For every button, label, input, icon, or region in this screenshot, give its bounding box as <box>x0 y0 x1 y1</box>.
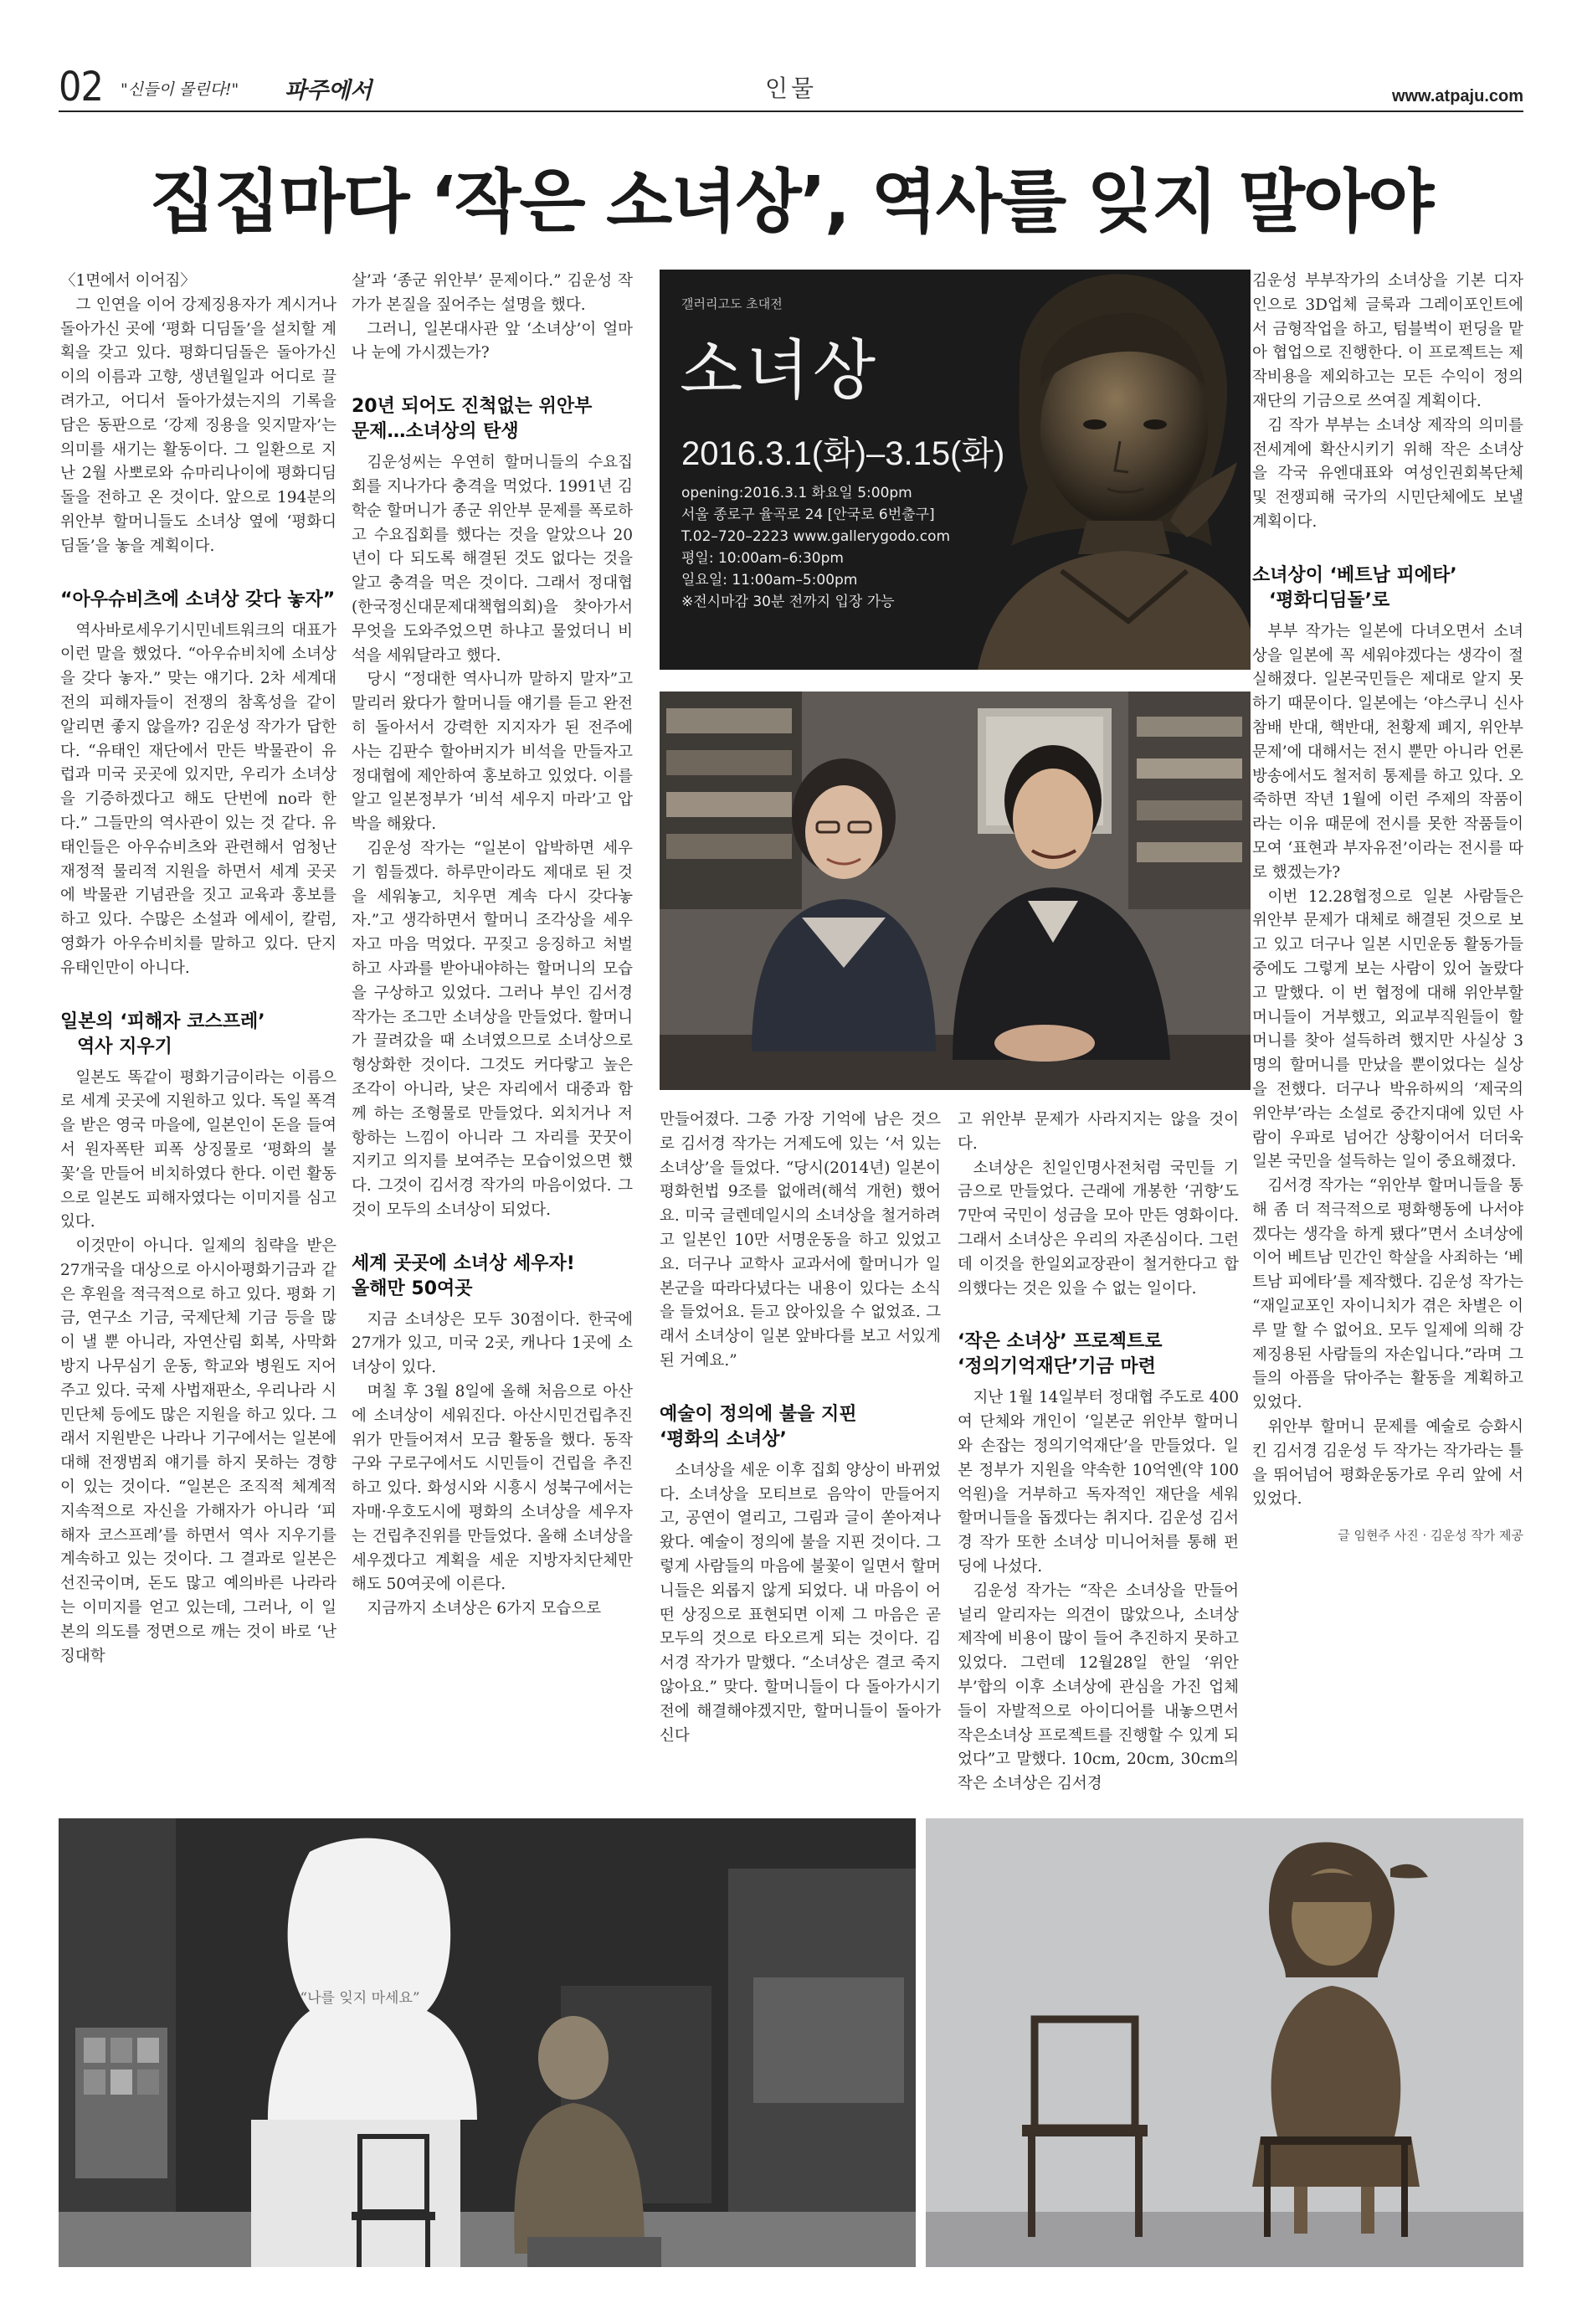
paragraph: 소녀상은 친일인명사전처럼 국민들 기금으로 만들었다. 근래에 개봉한 ‘귀향’도 7만여 국민이 성금을 모아 만든 영화이다. 그래서 소녀상은 우리의 자존심이다. 그런데 이것을 한일외교장관이 철거한다고 합의했다는 것은 있을 수 없는 일이다. <box>958 1159 1239 1298</box>
paragraph: 김운성씨는 우연히 할머니들의 수요집회를 지나가다 충격을 먹었다. 1991년 김학순 할머니가 종군 위안부 문제를 폭로하고 수요집회를 했다는 것을 알았으나 20년이 다 되도록 해결된 것도 없다는 것을 알고 충격을 먹은 것이다. 그래서 정대협(한국정신대문제대책협의회)을 찾아가서 무엇을 도와주었으면 하냐고 물었더니 비석을 세워달라고 했다. <box>352 454 633 665</box>
paragraph: 김운성 작가는 “작은 소녀상을 만들어 널리 알리자는 의견이 많았으나, 소녀상 제작에 비용이 많이 들어 추진하지 못하고 있었다. 그런데 12월28일 한일 ‘위안부’합의 이후 소녀상에 관심을 가진 업체들이 자발적으로 아이디어를 내놓으면서 작은소녀상 프로젝트를 진행할 수 있게 되었다”고 말했다. 10cm, 20cm, 30cm의 작은 소녀상은 김서경 <box>958 1581 1239 1793</box>
photo-credit: 글 임현주 사진 · 김운성 작가 제공 <box>1338 1528 1523 1544</box>
paragraph: 김서경 작가는 “위안부 할머니들을 통해 좀 더 적극적으로 평화행동에 나서야겠다는 생각을 하게 됐다”면서 소녀상에 이어 베트남 민간인 학살을 사죄하는 ‘베트남 피에타’를 제작했다. 김운성 작가는 “재일교포인 자이니치가 겪은 차별은 이루 말 할 수 없어요. 모두 일제에 의해 강제징용된 사람들의 자손입니다.”라며 그들의 아픔을 닦아주는 활동을 계획하고 있었다. <box>1252 1177 1523 1412</box>
paragraph: 그 인연을 이어 강제징용자가 계시거나 돌아가신 곳에 ‘평화 디딤돌’을 설치할 계획을 갖고 있다. 평화디딤돌은 돌아가신 이의 이름과 고향, 생년월일과 어디로 끌려가고, 어디서 돌아가셨는지의 기록을 담은 동판으로 ‘강제 징용을 잊지말자’는 의미를 새기는 활동이다. 그 일환으로 지난 2월 사뽀로와 슈마리나이에 평화디딤돌을 전하고 온 것이다. 앞으로 194분의 위안부 할머니들도 소녀상 옆에 ‘평화디딤돌’을 놓을 계획이다. <box>60 296 336 555</box>
paragraph: 이것만이 아니다. 일제의 침략을 받은 27개국을 대상으로 아시아평화기금과 같은 후원을 적극적으로 하고 있다. 평화 기금, 연구소 기금, 국제단체 기금 등을 많이 낼 뿐 아니라, 자연산림 회복, 사막화 방지 나무심기 운동, 학교와 병원도 지어주고 있다. 국제 사법재판소, 우리나라 시민단체 등에도 많은 지원을 하고 있다. 그래서 지원받은 나라나 기구에서는 일본에 대해 전쟁범죄 얘기를 하지 못하는 경향이 있는 것이다. “일본은 조직적 체계적 지속적으로 자신을 가해자가 아니라 ‘피해자 코스프레’를 하면서 역사 지우기를 계속하고 있는 것이다. 그 결과로 일본은 선진국이며, 돈도 많고 예의바른 나라라는 이미지를 얻고 있는데, 그러나, 이 일본의 의도를 정면으로 깨는 것이 바로 ‘난징대학 <box>60 1237 336 1665</box>
subheading: 일본의 ‘피해자 코스프레’ 역사 지우기 <box>60 1010 265 1057</box>
subheading: 20년 되어도 진척없는 위안부 문제…소녀상의 탄생 <box>352 396 593 443</box>
paragraph: 며칠 후 3월 8일에 올해 처음으로 아산에 소녀상이 세워진다. 아산시민건립추진위가 만들어져서 모금 활동을 했다. 동작구와 구로구에서도 시민들이 건립을 추진하고 있다. 화성시와 시흥시 성북구에서는 자매·우호도시에 평화의 소녀상을 세우자는 건립추진위를 만들었다. 올해 소녀상을 세우겠다고 계획을 세운 지방자치단체만해도 50여곳에 이른다. <box>352 1383 633 1594</box>
article-column-3 <box>660 1108 941 1748</box>
continued-note: 〈1면에서 이어짐〉 <box>60 272 196 290</box>
museum-statue-photo <box>59 1818 916 2267</box>
paragraph: 만들어졌다. 그중 가장 기억에 남은 것으로 김서경 작가는 거제도에 있는 ‘서 있는 소녀상’을 들었다. “당시(2014년) 일본이 평화헌법 9조를 없애려(해석 개헌) 했어요. 미국 글렌데일시의 소녀상을 철거하려고 일본인 10만 서명운동을 하고 있었고요. 더구나 교학사 교과서에 할머니가 일본군을 따라다녔다는 내용이 있다는 소식을 들었어요. 듣고 앉아있을 수 없었죠. 그래서 소녀상이 일본 앞바다를 보고 서있게 된 거예요.” <box>660 1111 941 1370</box>
subheading: 예술이 정의에 불을 지핀 ‘평화의 소녀상’ <box>660 1403 857 1450</box>
paragraph: 김 작가 부부는 소녀상 제작의 의미를 전세계에 확산시키기 위해 작은 소녀상을 각국 유엔대표와 여성인권회복단체 및 전쟁피해 국가의 시민단체에도 보낼 계획이다. <box>1252 416 1523 531</box>
paragraph: 부부 작가는 일본에 다녀오면서 소녀상을 일본에 꼭 세워야겠다는 생각이 절실해졌다. 일본국민들은 제대로 알지 못하기 때문이다. 일본에는 ‘야스쿠니 신사참배 반대, 핵반대, 천황제 폐지, 위안부 문제’에 대해서는 전시 뿐만 아니라 언론 방송에서도 철저히 통제를 하고 있다. 오죽하면 작년 1월에 이런 주제의 작품이라는 이유 때문에 전시를 못한 작품들이 모여 ‘표현과 부자유전’이라는 전시를 따로 했겠는가? <box>1252 622 1523 882</box>
subheading: 소녀상이 ‘베트남 피에타’ ‘평화디딤돌’로 <box>1252 564 1457 611</box>
article-column-5 <box>1252 270 1523 1548</box>
paragraph: 이번 12.28협정으로 일본 사람들은 위안부 문제가 대체로 해결된 것으로 보고 있고 더구나 일본 시민운동 활동가들 중에도 그렇게 보는 사람이 있어 놀랐다고 말했다. 이 번 협정에 대해 위안부할머니들이 거부했고, 외교부직원들이 할머니를 찾아 설득하려 했지만 사실상 3명의 할머니를 만났을 뿐이었다는 실상을 전했다. 더구나 박유하씨의 ‘제국의 위안부’라는 소설로 중간지대에 있던 사람이 우파로 넘어간 상황이어서 더더욱 일본 국민을 설득하는 일이 중요해졌다. <box>1252 887 1523 1171</box>
page-header <box>59 60 1523 111</box>
poster-info: opening:2016.3.1 화요일 5:00pm 서울 종로구 율곡로 24 [안국로 6번출구] T.02–720–2223 www.gallerygodo.com 평일: 10:00am–6:30pm 일요일: 11:00am–5:00pm ※전시마감 30분 전까지 입장 가능 <box>681 485 951 610</box>
subheading: ‘작은 소녀상’ 프로젝트로 ‘정의기억재단’기금 마련 <box>958 1331 1163 1378</box>
subheading: 세계 곳곳에 소녀상 세우자! 올해만 50여곳 <box>352 1252 575 1299</box>
poster-date: 2016.3.1(화)–3.15(화) <box>681 435 1005 472</box>
paragraph: 지난 1월 14일부터 정대협 주도로 400여 단체와 개인이 ‘일본군 위안부 할머니와 손잡는 정의기억재단’을 만들었다. 일본 정부가 지원을 약속한 10억엔(약 100억원)을 거부하고 독자적인 재단을 세워 할머니들을 돕겠다는 취지다. 김운성 김서경 작가 또한 소녀상 미니어처를 통해 펀딩에 나섰다. <box>958 1389 1239 1576</box>
paragraph: 위안부 할머니 문제를 예술로 승화시킨 김서경 김운성 두 작가는 작가라는 틀을 뛰어넘어 평화운동가로 우리 앞에 서 있었다. <box>1252 1418 1523 1509</box>
girl-statue-photo <box>926 1818 1523 2267</box>
headline: 집집마다 ‘작은 소녀상’, 역사를 잊지 말아야 <box>149 162 1433 242</box>
paragraph: 소녀상을 세운 이후 집회 양상이 바뀌었다. 소녀상을 모티브로 음악이 만들어지고, 공연이 열리고, 그림과 글이 쏟아져나왔다. 예술이 정의에 불을 지핀 것이다. 그렇게 사람들의 마음에 불꽃이 일면서 할머니들은 외롭지 않게 되었다. 내 마음이 어떤 상징으로 표현되면 이제 그 마음은 곧 모두의 것으로 타오르게 되는 것이다. 김서경 작가가 말했다. “소녀상은 결코 죽지 않아요.” 맞다. 할머니들이 다 돌아가시기 전에 해결해야겠지만, 할머니들이 돌아가신다 <box>660 1461 941 1745</box>
section-label: 인물 <box>764 75 818 102</box>
header-rule <box>59 111 1523 112</box>
subheading: “아우슈비츠에 소녀상 갖다 놓자” <box>60 589 336 610</box>
artists-portrait-photo <box>660 692 1251 1090</box>
masthead-slogan: "신들이 몰린다!" <box>121 80 239 99</box>
article-column-1 <box>60 270 336 1668</box>
article-column-4 <box>958 1108 1239 1797</box>
paragraph: 살’과 ‘종군 위안부’ 문제이다.” 김운성 작가가 본질을 짚어주는 설명을 했다. <box>352 272 633 314</box>
paragraph: 일본도 똑같이 평화기금이라는 이름으로 세계 곳곳에 지원하고 있다. 독일 폭격을 받은 영국 마을에, 일본인이 돈을 들여서 원자폭탄 피폭 상징물로 ‘평화의 불꽃’을 만들어 비치하였다 한다. 이런 활동으로 일본도 피해자였다는 이미지를 심고 있다. <box>60 1068 336 1231</box>
paragraph: 김운성 부부작가의 소녀상을 기본 디자인으로 3D업체 글룩과 그레이포인트에서 금형작업을 하고, 텀블벅이 펀딩을 맡아 협업으로 진행한다. 이 프로젝트는 제작비용을 제외하고는 모든 수익이 정의재단의 기금으로 쓰여질 계획이다. <box>1252 272 1523 410</box>
site-url[interactable]: www.atpaju.com <box>1391 87 1523 105</box>
poster-title: 소녀상 <box>680 333 880 409</box>
exhibition-poster <box>660 270 1251 670</box>
paragraph: 지금까지 소녀상은 6가지 모습으로 <box>367 1600 602 1618</box>
paragraph: 지금 소녀상은 모두 30점이다. 한국에 27개가 있고, 미국 2곳, 캐나다 1곳에 소녀상이 있다. <box>352 1310 633 1377</box>
masthead-logo: 파주에서 <box>285 78 372 104</box>
paragraph: 당시 “정대한 역사니까 말하지 말자”고 말리러 왔다가 할머니들 얘기를 듣고 완전히 돌아서서 강력한 지지자가 된 전주에 사는 김판수 할아버지가 비석을 만들자고 정대협에 제안하여 홍보하고 있었다. 이를 알고 일본정부가 ‘비석 세우지 마라’고 압박을 해왔다. <box>352 671 633 834</box>
paragraph: 김운성 작가는 “일본이 압박하면 세우기 힘들겠다. 하루만이라도 제대로 된 것을 세워놓고, 치우면 계속 다시 갖다놓자.”고 생각하면서 할머니 조각상을 세우자고 마음 먹었다. 꾸짖고 응징하고 처벌하고 사과를 받아내야하는 할머니의 모습을 구상하고 있었다. 그러나 부인 김서경 작가는 조그만 소녀상을 만들었다. 할머니가 끌려갔을 때 소녀였으므로 소녀상으로 형상화한 것이다. 그것도 커다랗고 높은 조각이 아니라, 낮은 자리에서 대중과 함께 하는 조형물로 만들었다. 외치거나 저항하는 느낌이 아니라 그 자리를 꿋꿋이 지키고 의지를 보여주는 모습이었으면 했다. 그것이 김서경 작가의 마음이었다. 그것이 모두의 소녀상이 되었다. <box>352 839 633 1219</box>
article-column-2 <box>352 270 633 1622</box>
silhouette-caption: “나를 잊지 마세요” <box>300 1990 420 2007</box>
paragraph: 역사바로세우기시민네트워크의 대표가 이런 말을 했었다. “아우슈비치에 소녀상을 갖다 놓자.” 맞는 얘기다. 2차 세계대전의 피해자들이 전쟁의 참혹성을 같이 알리면 좋지 않을까? 김운성 작가가 답한다. “유태인 재단에서 만든 박물관이 유럽과 미국 곳곳에 있지만, 우리가 소녀상을 기증하겠다고 해도 단번에 no라 한다.” 그들만의 역사관이 있는 것 같다. 유태인들은 아우슈비츠와 관련해서 엄청난 재정적 물리적 지원을 하면서 세계 곳곳에 박물관 기념관을 짓고 교육과 홍보를 하고 있다. 수많은 소설과 에세이, 칼럼, 영화가 아우슈비치를 말하고 있다. 단지 유태인만이 아니다. <box>60 621 336 977</box>
page-number: 02 <box>59 64 103 111</box>
paragraph: 그러니, 일본대사관 앞 ‘소녀상’이 얼마나 눈에 가시겠는가? <box>352 320 633 362</box>
paragraph: 고 위안부 문제가 사라지지는 않을 것이다. <box>958 1111 1239 1153</box>
poster-subtitle: 갤러리고도 초대전 <box>681 296 783 311</box>
